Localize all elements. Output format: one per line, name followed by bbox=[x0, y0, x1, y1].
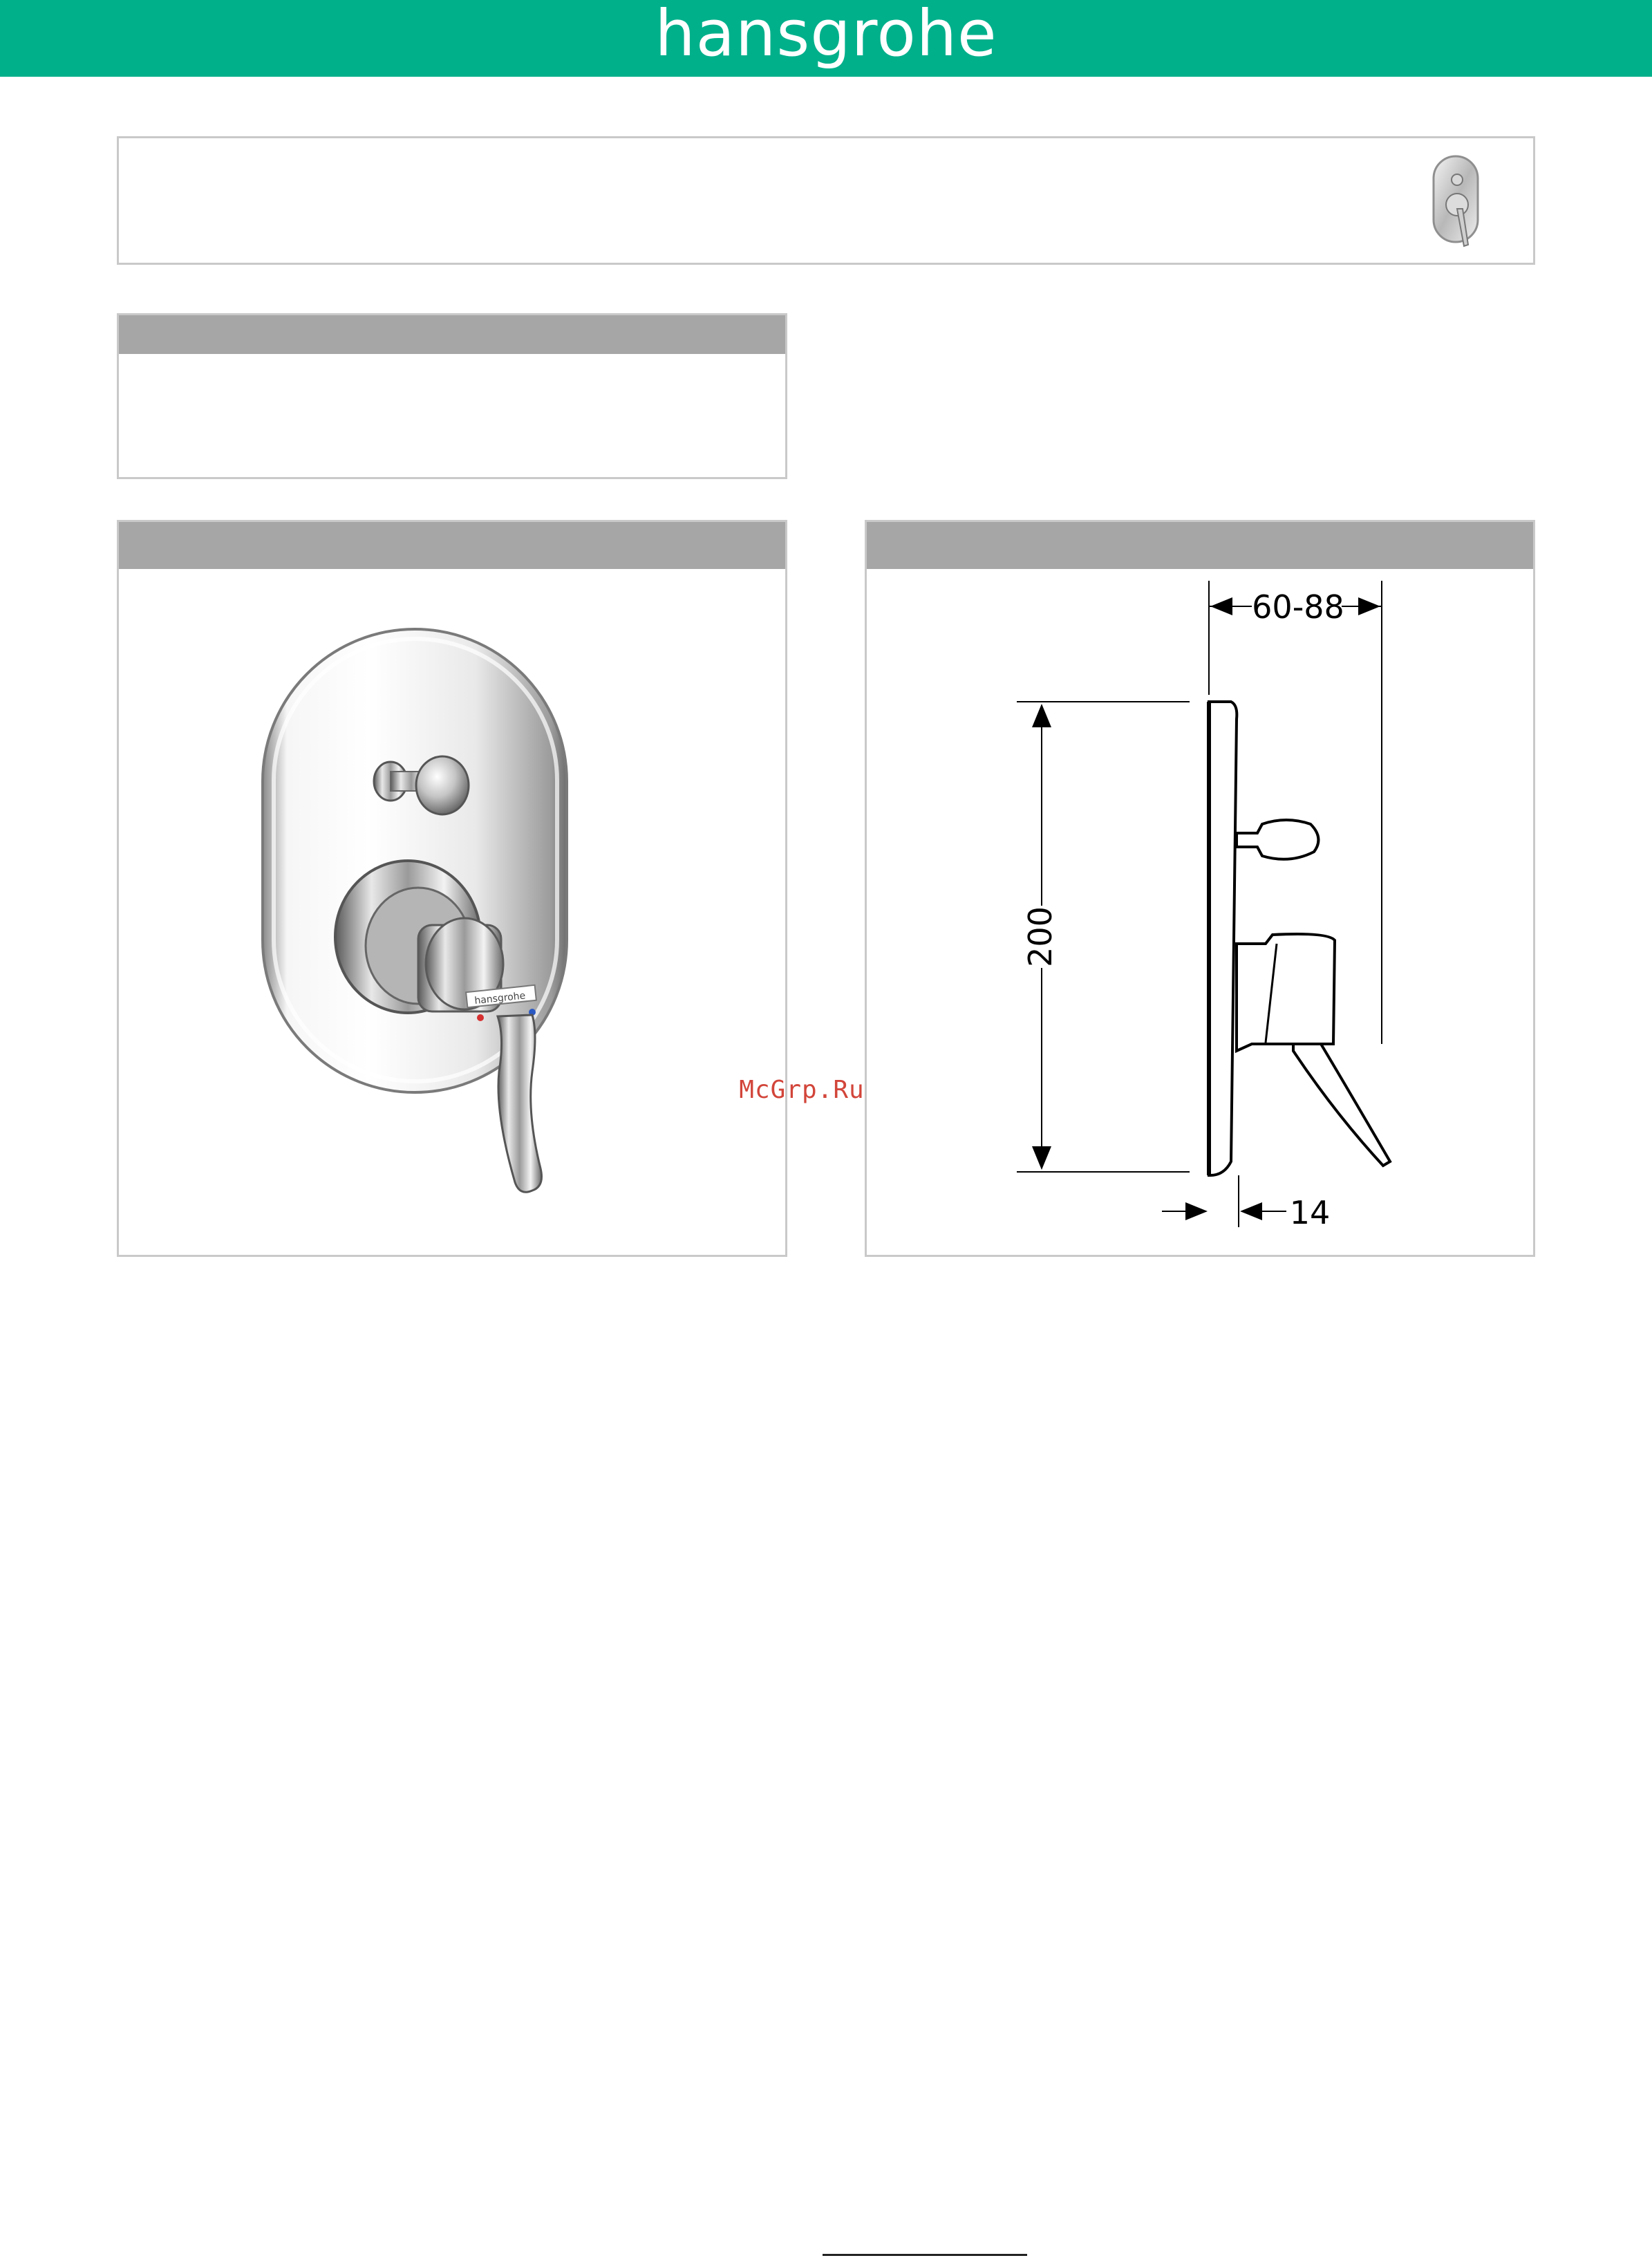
drawing-header bbox=[867, 522, 1533, 569]
depth-dimension-label: 14 bbox=[1289, 1194, 1331, 1231]
height-dimension-label: 200 bbox=[1022, 906, 1059, 967]
watermark: McGrp.Ru bbox=[739, 1076, 865, 1104]
dimension-drawing bbox=[865, 567, 1535, 1257]
mixer-thumbnail-icon bbox=[1414, 151, 1497, 254]
product-title-box bbox=[117, 136, 1535, 265]
brand-logo: hansgrohe bbox=[655, 0, 997, 71]
specification-header bbox=[119, 315, 785, 354]
handle-brand-label: hansgrohe bbox=[473, 990, 526, 1007]
photo-header bbox=[119, 522, 785, 569]
specification-box bbox=[117, 313, 787, 479]
bath-mixer-photo bbox=[242, 615, 601, 1210]
footer-rule bbox=[823, 2254, 1027, 2256]
projection-dimension-label: 60-88 bbox=[1252, 588, 1344, 626]
